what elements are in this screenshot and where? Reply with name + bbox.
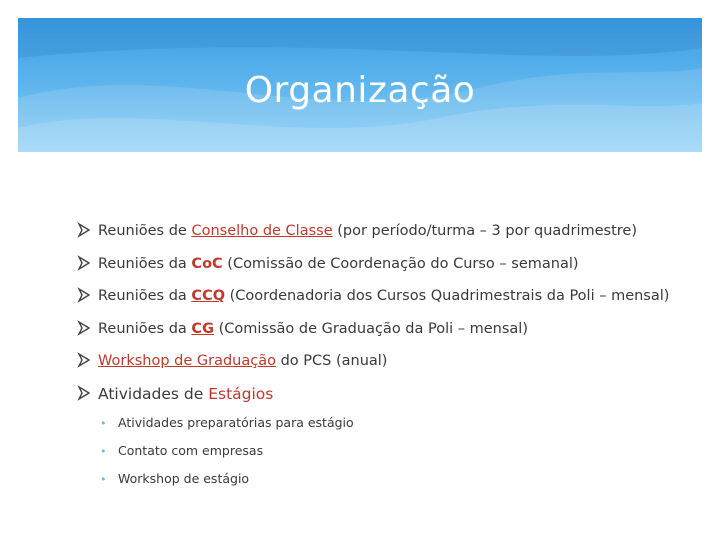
bullet-item — [76, 218, 669, 251]
bullet-highlight: Estágios — [208, 384, 274, 403]
bullet-post: (Comissão de Coordenação do Curso – semanal) — [222, 255, 579, 272]
bullet-post: (Coordenadoria dos Cursos Quadrimestrais da Poli – mensal) — [225, 288, 670, 304]
slide-title: Organização — [244, 70, 476, 111]
bullet-list — [76, 218, 669, 413]
bullet-post: (Comissão de Graduação da Poli – mensal) — [213, 320, 528, 337]
bullet-highlight: CG — [191, 320, 214, 337]
bullet-pre: Reuniões de — [98, 223, 192, 239]
bullet-highlight: CoC — [191, 255, 223, 272]
dot-bullet-icon: • — [100, 445, 107, 458]
bullet-highlight: Workshop de Graduação — [98, 353, 276, 369]
sub-bullet-item — [100, 438, 354, 466]
arrow-bullet-icon — [76, 320, 92, 336]
bullet-highlight: Conselho de Classe — [191, 223, 333, 239]
bullet-item — [76, 283, 669, 316]
sub-bullet-item — [100, 466, 354, 494]
arrow-bullet-icon — [76, 287, 92, 303]
sub-bullet-item — [100, 410, 354, 438]
arrow-bullet-icon — [76, 222, 92, 238]
sub-bullet-text: Atividades preparatórias para estágio — [118, 415, 354, 430]
bullet-post: do PCS (anual) — [275, 353, 388, 369]
sub-bullet-list — [100, 410, 354, 494]
bullet-item — [76, 348, 669, 381]
arrow-bullet-icon — [76, 352, 92, 368]
bullet-pre: Reuniões da — [98, 255, 192, 272]
bullet-item — [76, 381, 669, 414]
sub-bullet-text: Workshop de estágio — [118, 471, 250, 486]
sub-bullet-text: Contato com empresas — [118, 443, 264, 458]
bullet-pre: Reuniões da — [98, 288, 192, 304]
arrow-bullet-icon — [76, 385, 92, 401]
bullet-pre: Atividades de — [98, 384, 209, 403]
bullet-post: (por período/turma – 3 por quadrimestre) — [332, 223, 638, 239]
arrow-bullet-icon — [76, 255, 92, 271]
title-banner — [18, 18, 702, 152]
dot-bullet-icon: • — [100, 417, 107, 430]
dot-bullet-icon: • — [100, 473, 107, 486]
bullet-item — [76, 251, 669, 284]
bullet-highlight: CCQ — [191, 288, 226, 304]
bullet-pre: Reuniões da — [98, 320, 192, 337]
bullet-item — [76, 316, 669, 349]
